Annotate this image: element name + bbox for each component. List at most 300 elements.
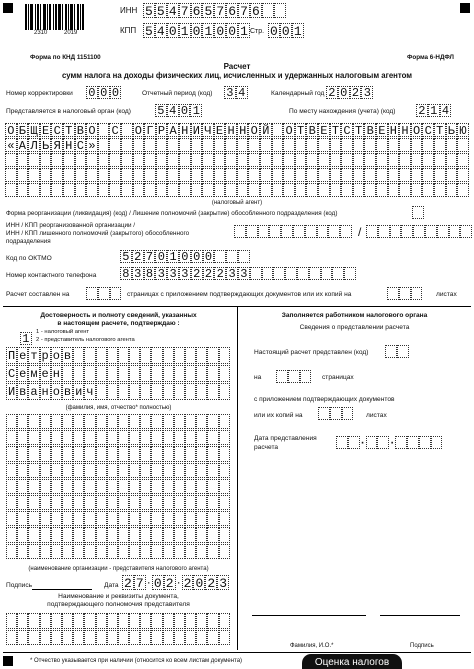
grid-row — [6, 365, 230, 382]
char-cell — [17, 153, 29, 167]
char-cell: 2 — [326, 86, 338, 99]
year-label: Календарный год — [271, 90, 325, 97]
char-cell — [73, 527, 84, 542]
char-cell: О — [248, 123, 260, 137]
char-cell — [140, 527, 151, 542]
date-label: Дата — [104, 582, 119, 589]
char-cell — [62, 414, 73, 429]
char-cell — [163, 446, 174, 461]
char-cell — [140, 544, 151, 559]
char-cell: В — [75, 123, 87, 137]
char-cell — [399, 287, 411, 300]
char-cell — [388, 153, 400, 167]
location-cells[interactable] — [416, 104, 451, 117]
org-name-grid[interactable] — [5, 123, 469, 198]
char-cell — [84, 511, 95, 526]
char-cell: 5 — [143, 3, 155, 18]
char-cell — [411, 153, 423, 167]
char-cell — [129, 414, 140, 429]
char-cell — [40, 511, 51, 526]
char-cell: С — [422, 123, 434, 137]
char-cell — [96, 511, 107, 526]
char-cell — [109, 153, 121, 167]
char-cell — [378, 225, 390, 238]
bottom-divider — [3, 652, 471, 653]
char-cell — [51, 168, 63, 182]
char-cell — [73, 630, 84, 646]
char-cell — [174, 414, 185, 429]
char-cell — [121, 153, 133, 167]
char-cell — [219, 511, 230, 526]
role-code-cell[interactable] — [20, 332, 32, 345]
char-cell — [86, 153, 98, 167]
char-cell: 0 — [191, 23, 203, 38]
char-cell — [40, 479, 51, 494]
char-cell — [144, 168, 156, 182]
date-cells[interactable] — [122, 575, 229, 590]
char-cell — [6, 613, 17, 629]
char-cell — [293, 225, 305, 238]
char-cell — [156, 138, 168, 152]
char-cell — [129, 365, 140, 382]
char-cell — [185, 365, 196, 382]
char-cell — [6, 511, 17, 526]
char-cell — [28, 463, 39, 478]
char-cell: А — [167, 123, 179, 137]
char-cell — [219, 613, 230, 629]
char-cell: 4 — [167, 104, 179, 117]
left-heading-2: в настоящем расчете, подтверждаю : — [57, 320, 180, 327]
char-cell — [63, 153, 75, 167]
char-cell: 0 — [203, 250, 215, 263]
char-cell: 0 — [110, 86, 122, 99]
sheets-cells[interactable] — [387, 287, 422, 300]
char-cell — [133, 153, 145, 167]
char-cell — [272, 153, 284, 167]
char-cell — [219, 414, 230, 429]
char-cell — [388, 168, 400, 182]
stamp-badge — [302, 654, 402, 669]
signer-name-grid[interactable] — [6, 347, 230, 401]
pages-label-b: страницах с приложением подтверждающих документов или их копий на — [127, 291, 352, 298]
char-cell: 2 — [164, 575, 176, 590]
reorg-kpp-cells[interactable] — [366, 225, 472, 238]
char-cell — [191, 183, 203, 197]
char-cell — [140, 414, 151, 429]
char-cell: 2 — [182, 575, 194, 590]
char-cell — [107, 613, 118, 629]
stamp-text: Оценка налогов — [314, 657, 390, 668]
char-cell — [219, 446, 230, 461]
char-cell — [144, 153, 156, 167]
char-cell: ч — [86, 385, 94, 399]
char-cell: 0 — [152, 575, 164, 590]
char-cell — [40, 446, 51, 461]
char-cell — [237, 168, 249, 182]
char-cell — [281, 225, 293, 238]
char-cell — [84, 495, 95, 510]
char-cell — [219, 527, 230, 542]
char-cell — [73, 430, 84, 445]
grid-row — [6, 479, 230, 494]
char-cell — [96, 383, 107, 400]
char-cell: в — [63, 349, 72, 363]
char-cell: 3 — [155, 267, 167, 280]
char-cell: 7 — [144, 250, 156, 263]
char-cell — [366, 436, 378, 449]
correction-cells[interactable] — [86, 86, 121, 99]
char-cell — [62, 463, 73, 478]
doc-grid[interactable] — [6, 613, 230, 646]
char-cell — [457, 138, 469, 152]
char-cell — [118, 365, 129, 382]
char-cell — [63, 168, 75, 182]
reorg-inn-cells[interactable] — [234, 225, 352, 238]
date-separator: · — [176, 575, 181, 589]
char-cell — [214, 138, 226, 152]
char-cell — [202, 168, 214, 182]
char-cell — [107, 383, 118, 400]
char-cell — [151, 383, 162, 400]
char-cell — [234, 225, 246, 238]
char-cell — [17, 168, 29, 182]
char-cell: 1 — [202, 23, 214, 38]
char-cell — [411, 168, 423, 182]
doc-label-2: подтверждающего полномочия представителя — [47, 601, 190, 608]
char-cell — [202, 138, 214, 152]
char-cell — [306, 138, 318, 152]
char-cell — [84, 347, 95, 364]
char-cell: 3 — [226, 267, 238, 280]
char-cell — [133, 168, 145, 182]
char-cell — [272, 138, 284, 152]
char-cell — [422, 138, 434, 152]
char-cell — [413, 225, 425, 238]
char-cell — [196, 630, 207, 646]
char-cell: т — [30, 349, 38, 363]
char-cell: 0 — [280, 23, 292, 38]
phone-cells[interactable] — [120, 267, 356, 280]
grid-row — [6, 463, 230, 478]
char-cell — [196, 495, 207, 510]
char-cell: 1 — [190, 104, 202, 117]
signature-line — [32, 589, 92, 590]
char-cell: о — [52, 385, 60, 399]
char-cell: 6 — [226, 3, 238, 18]
char-cell — [276, 370, 288, 383]
char-cell — [207, 613, 218, 629]
date-submitted-cells[interactable] — [336, 436, 442, 449]
fio-line — [252, 615, 366, 616]
char-cell: 0 — [191, 250, 203, 263]
char-cell — [202, 153, 214, 167]
char-cell — [51, 414, 62, 429]
char-cell — [446, 138, 458, 152]
char-cell — [207, 544, 218, 559]
char-cell: 3 — [361, 86, 373, 99]
char-cell — [140, 463, 151, 478]
char-cell — [28, 495, 39, 510]
page-cells — [268, 23, 304, 38]
char-cell — [288, 370, 300, 383]
char-cell — [62, 630, 73, 646]
char-cell — [86, 168, 98, 182]
reorg-cells[interactable] — [412, 206, 424, 219]
char-cell — [6, 414, 17, 429]
char-cell — [140, 383, 151, 400]
char-cell — [129, 527, 140, 542]
grid-row — [6, 347, 230, 364]
period-cells[interactable] — [224, 86, 248, 99]
char-cell — [395, 436, 407, 449]
char-cell — [151, 511, 162, 526]
char-cell — [330, 138, 342, 152]
char-cell — [309, 267, 321, 280]
char-cell: 6 — [250, 3, 262, 18]
char-cell — [219, 479, 230, 494]
char-cell — [174, 479, 185, 494]
char-cell — [107, 479, 118, 494]
char-cell — [151, 527, 162, 542]
rep-org-grid[interactable] — [6, 414, 230, 560]
char-cell: 3 — [132, 267, 144, 280]
char-cell — [6, 630, 17, 646]
char-cell — [364, 153, 376, 167]
char-cell — [219, 383, 230, 400]
char-cell: и — [75, 385, 83, 399]
char-cell — [376, 168, 388, 182]
char-cell — [219, 495, 230, 510]
char-cell: Е — [40, 123, 52, 137]
char-cell — [305, 225, 317, 238]
char-cell — [17, 495, 28, 510]
char-cell: 1 — [20, 332, 32, 345]
year-cells[interactable] — [326, 86, 373, 99]
char-cell: н — [52, 367, 60, 381]
char-cell: П — [7, 349, 16, 363]
oktmo-cells[interactable] — [120, 250, 250, 263]
char-cell — [341, 138, 353, 152]
char-cell: а — [30, 385, 38, 399]
char-cell — [62, 527, 73, 542]
char-cell — [321, 267, 333, 280]
char-cell — [73, 463, 84, 478]
char-cell — [163, 495, 174, 510]
char-cell — [376, 138, 388, 152]
char-cell — [237, 183, 249, 197]
char-cell: 1 — [238, 23, 250, 38]
char-cell — [98, 287, 110, 300]
char-cell — [40, 153, 52, 167]
kpp-label: КПП — [120, 26, 137, 35]
char-cell — [295, 153, 307, 167]
char-cell — [129, 463, 140, 478]
corner-marker-top-left — [3, 3, 13, 13]
char-cell — [98, 123, 110, 137]
char-cell — [377, 436, 389, 449]
char-cell: Н — [63, 138, 75, 152]
period-label: Отчетный период (код) — [142, 90, 213, 97]
grid-row — [6, 383, 230, 400]
char-cell — [40, 414, 51, 429]
char-cell — [269, 225, 281, 238]
char-cell — [107, 430, 118, 445]
char-cell — [431, 436, 443, 449]
oktmo-label: Код по ОКТМО — [6, 255, 52, 262]
char-cell — [174, 544, 185, 559]
char-cell: И — [191, 123, 203, 137]
grid-row — [6, 446, 230, 461]
char-cell — [225, 168, 237, 182]
char-cell — [118, 414, 129, 429]
barcode-number-left: 2310 — [34, 30, 48, 36]
char-cell — [376, 183, 388, 197]
role-option-2: 2 - представитель налогового агента — [36, 337, 135, 343]
char-cell: « — [5, 138, 17, 152]
char-cell — [151, 479, 162, 494]
char-cell — [73, 544, 84, 559]
char-cell — [96, 544, 107, 559]
copies-cells[interactable] — [318, 407, 353, 420]
pages-cells[interactable] — [86, 287, 121, 300]
char-cell — [84, 613, 95, 629]
char-cell — [344, 267, 356, 280]
char-cell: 8 — [120, 267, 132, 280]
char-cell: В — [306, 123, 318, 137]
char-cell — [364, 168, 376, 182]
char-cell — [295, 138, 307, 152]
char-cell — [17, 463, 28, 478]
char-cell: Л — [28, 138, 40, 152]
char-cell — [140, 365, 151, 382]
char-cell: Е — [318, 123, 330, 137]
char-cell — [422, 183, 434, 197]
char-cell — [107, 511, 118, 526]
grid-row — [5, 153, 469, 167]
char-cell — [196, 544, 207, 559]
char-cell — [140, 511, 151, 526]
char-cell: 0 — [338, 86, 350, 99]
char-cell — [51, 613, 62, 629]
char-cell — [51, 544, 62, 559]
char-cell — [283, 153, 295, 167]
char-cell — [107, 414, 118, 429]
char-cell: 0 — [179, 250, 191, 263]
char-cell — [185, 446, 196, 461]
correction-label: Номер корректировки — [6, 90, 73, 97]
char-cell: 0 — [155, 250, 167, 263]
grid-row — [5, 183, 469, 197]
char-cell: 5 — [155, 104, 167, 117]
char-cell — [246, 225, 258, 238]
char-cell: Т — [434, 123, 446, 137]
char-cell — [62, 613, 73, 629]
char-cell: Е — [376, 123, 388, 137]
char-cell: 2 — [205, 575, 217, 590]
char-cell — [185, 613, 196, 629]
char-cell — [118, 446, 129, 461]
char-cell — [248, 168, 260, 182]
char-cell — [140, 613, 151, 629]
char-cell: 5 — [202, 3, 214, 18]
char-cell — [449, 225, 461, 238]
char-cell — [75, 183, 87, 197]
char-cell: 0 — [167, 23, 179, 38]
char-cell: Й — [260, 123, 272, 137]
char-cell — [274, 3, 286, 18]
tax-organ-cells[interactable] — [155, 104, 202, 117]
char-cell — [196, 347, 207, 364]
char-cell — [129, 630, 140, 646]
char-cell — [51, 463, 62, 478]
char-cell — [98, 183, 110, 197]
char-cell — [107, 446, 118, 461]
char-cell: С — [109, 123, 121, 137]
char-cell — [107, 544, 118, 559]
char-cell: 2 — [350, 86, 362, 99]
char-cell — [129, 613, 140, 629]
grid-row — [6, 613, 230, 629]
char-cell — [207, 630, 218, 646]
char-cell — [17, 527, 28, 542]
char-cell: Я — [51, 138, 63, 152]
agent-caption: (налоговый агент) — [211, 200, 263, 206]
char-cell: 2 — [122, 575, 134, 590]
char-cell — [207, 495, 218, 510]
char-cell: 3 — [224, 86, 236, 99]
char-cell: С — [341, 123, 353, 137]
right-pages-cells[interactable] — [276, 370, 311, 383]
char-cell — [17, 511, 28, 526]
char-cell: 3 — [238, 267, 250, 280]
on-label: на — [254, 374, 262, 381]
char-cell — [196, 479, 207, 494]
submitted-cells[interactable] — [385, 345, 409, 358]
char-cell — [411, 287, 423, 300]
char-cell — [248, 138, 260, 152]
char-cell — [397, 345, 409, 358]
char-cell — [140, 347, 151, 364]
char-cell — [28, 511, 39, 526]
char-cell — [411, 138, 423, 152]
char-cell — [28, 153, 40, 167]
char-cell — [51, 446, 62, 461]
char-cell: О — [283, 123, 295, 137]
char-cell — [207, 414, 218, 429]
char-cell: С — [75, 138, 87, 152]
char-cell — [96, 613, 107, 629]
char-cell — [272, 183, 284, 197]
grid-row — [6, 495, 230, 510]
char-cell — [174, 463, 185, 478]
char-cell: Ю — [457, 123, 469, 137]
char-cell: 4 — [440, 104, 452, 117]
char-cell — [399, 183, 411, 197]
char-cell — [140, 430, 151, 445]
char-cell — [96, 446, 107, 461]
char-cell — [237, 153, 249, 167]
location-label: По месту нахождения (учета) (код) — [289, 108, 396, 115]
char-cell: Щ — [28, 123, 40, 137]
char-cell — [151, 613, 162, 629]
char-cell — [262, 3, 274, 18]
char-cell — [225, 153, 237, 167]
char-cell — [151, 414, 162, 429]
char-cell — [118, 527, 129, 542]
char-cell — [6, 430, 17, 445]
char-cell — [225, 138, 237, 152]
char-cell — [219, 630, 230, 646]
